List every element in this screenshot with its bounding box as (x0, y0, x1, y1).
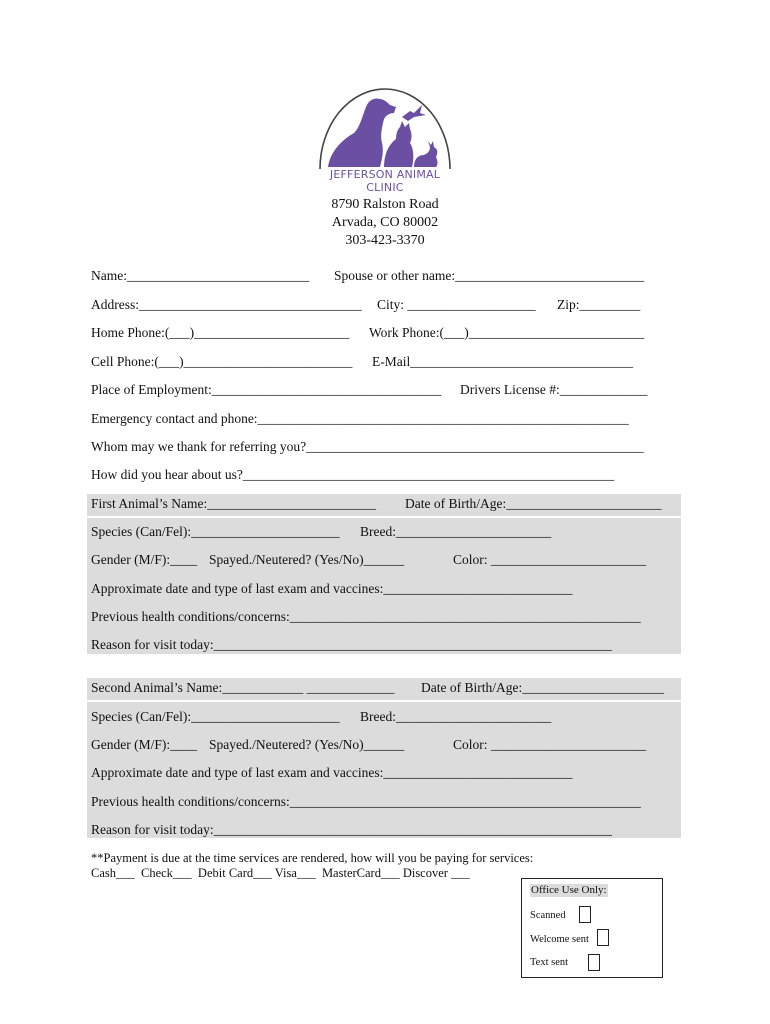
animal2-spayed-field[interactable]: Spayed./Neutered? (Yes/No)______ (209, 737, 405, 752)
animal1-name-field[interactable]: First Animal’s Name:_________________________ (91, 496, 376, 511)
animal1-reason-field[interactable]: Reason for visit today:___________________________________________________________ (91, 637, 612, 652)
animal2-color-field[interactable]: Color: _______________________ (453, 737, 647, 752)
office-use-box (521, 878, 663, 978)
zip-field[interactable]: Zip:_________ (557, 297, 641, 312)
animal1-color-field[interactable]: Color: _______________________ (453, 552, 647, 567)
animal1-conditions-field[interactable]: Previous health conditions/concerns:____________________________________________________ (91, 609, 641, 624)
animal2-reason-field[interactable]: Reason for visit today:___________________________________________________________ (91, 822, 612, 837)
animal2-gender-field[interactable]: Gender (M/F):____ (91, 737, 198, 752)
clinic-address-line1: 8790 Ralston Road (331, 197, 439, 212)
animal1-species-field[interactable]: Species (Can/Fel):______________________ (91, 524, 340, 539)
email-field[interactable]: E-Mail_________________________________ (372, 354, 633, 369)
heard-about-field[interactable]: How did you hear about us?_______________________________________________________ (91, 467, 615, 482)
office-scanned-label: Scanned (530, 910, 566, 921)
animal1-dob-field[interactable]: Date of Birth/Age:_______________________ (405, 496, 662, 511)
referral-field[interactable]: Whom may we thank for referring you?__________________________________________________ (91, 439, 644, 454)
employment-field[interactable]: Place of Employment:__________________________________ (91, 382, 442, 397)
animal2-conditions-field[interactable]: Previous health conditions/concerns:____________________________________________________ (91, 794, 641, 809)
animal2-species-field[interactable]: Species (Can/Fel):______________________ (91, 709, 340, 724)
address-field[interactable]: Address:_________________________________ (91, 297, 362, 312)
animal1-gender-field[interactable]: Gender (M/F):____ (91, 552, 198, 567)
animal2-dob-field[interactable]: Date of Birth/Age:_____________________ (421, 680, 664, 695)
emergency-contact-field[interactable]: Emergency contact and phone:_______________________________________________________ (91, 411, 629, 426)
office-use-title: Office Use Only: (531, 884, 607, 896)
name-field[interactable]: Name:___________________________ (91, 268, 310, 283)
office-welcome-label: Welcome sent (530, 934, 589, 945)
home-phone-field[interactable]: Home Phone:(___)_______________________ (91, 325, 350, 340)
logo-text: JEFFERSON ANIMAL CLINIC (329, 168, 441, 194)
office-text-checkbox[interactable] (588, 954, 600, 971)
cell-phone-field[interactable]: Cell Phone:(___)_________________________ (91, 354, 353, 369)
clinic-address-line2: Arvada, CO 80002 (331, 215, 439, 230)
payment-note: **Payment is due at the time services are rendered, how will you be paying for services: (91, 851, 534, 865)
animal1-breed-field[interactable]: Breed:_______________________ (360, 524, 552, 539)
animal2-exam-field[interactable]: Approximate date and type of last exam and vaccines:____________________________ (91, 765, 573, 780)
office-welcome-checkbox[interactable] (597, 929, 609, 946)
clinic-logo (310, 83, 460, 194)
work-phone-field[interactable]: Work Phone:(___)__________________________ (369, 325, 645, 340)
animal2-breed-field[interactable]: Breed:_______________________ (360, 709, 552, 724)
animal1-exam-field[interactable]: Approximate date and type of last exam and vaccines:____________________________ (91, 581, 573, 596)
payment-options[interactable]: Cash___ Check___ Debit Card___ Visa___ MasterCard___ Discover ___ (91, 866, 470, 880)
clinic-phone: 303-423-3370 (345, 233, 425, 248)
office-text-label: Text sent (530, 957, 569, 968)
drivers-license-field[interactable]: Drivers License #:_____________ (460, 382, 648, 397)
animal2-name-field[interactable]: Second Animal’s Name:____________ _____________ (91, 680, 395, 695)
office-scanned-checkbox[interactable] (579, 906, 591, 923)
spouse-field[interactable]: Spouse or other name:____________________________ (334, 268, 645, 283)
animal1-spayed-field[interactable]: Spayed./Neutered? (Yes/No)______ (209, 552, 405, 567)
city-field[interactable]: City: ___________________ (377, 297, 536, 312)
